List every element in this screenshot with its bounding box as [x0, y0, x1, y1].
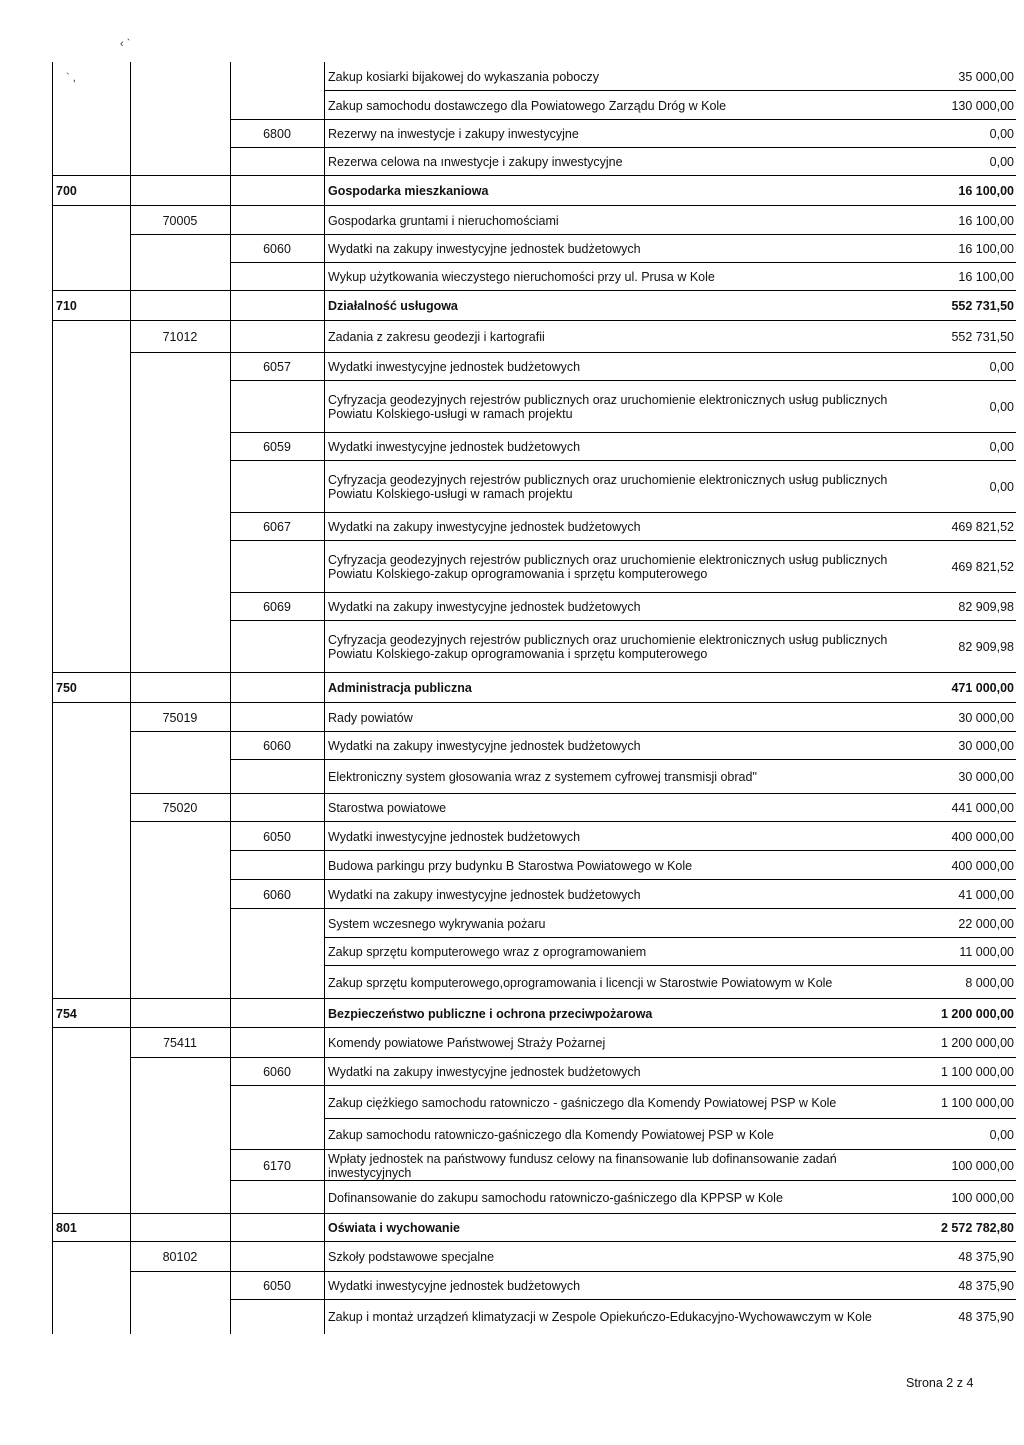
dzial-cell: [52, 822, 130, 851]
paragraf-cell: [230, 91, 324, 120]
dzial-cell: [52, 1272, 130, 1300]
amount-cell: 16 100,00: [958, 242, 1014, 256]
rozdzial-cell: [130, 966, 230, 999]
rozdzial-cell: [130, 732, 230, 760]
row-divider: [52, 320, 1016, 321]
table-row: [52, 999, 1016, 1028]
dzial-cell: 750: [56, 681, 77, 695]
table-row: [52, 1086, 1016, 1119]
row-divider: [230, 380, 1016, 381]
paragraf-cell: [230, 673, 324, 703]
table-row: [52, 851, 1016, 880]
dzial-cell: [52, 966, 130, 999]
row-divider: [230, 850, 1016, 851]
paragraf-cell: [230, 263, 324, 291]
description-cell: Cyfryzacja geodezyjnych rejestrów publicznych oraz uruchomienie elektronicznych usług publicznych Powiatu Kolskiego-usługi w ramach projektu: [328, 473, 888, 501]
description-cell: Wydatki na zakupy inwestycyjne jednostek budżetowych: [328, 242, 641, 256]
table-row: [52, 1214, 1016, 1242]
amount-cell: 471 000,00: [951, 681, 1014, 695]
dzial-cell: [52, 513, 130, 541]
column-divider: [324, 62, 325, 1334]
dzial-cell: [52, 909, 130, 938]
description-cell: Gospodarka mieszkaniowa: [328, 184, 489, 198]
table-row: [52, 62, 1016, 91]
description-cell: Zakup samochodu ratowniczo-gaśniczego dla Komendy Powiatowej PSP w Kole: [328, 1127, 774, 1142]
table-row: [52, 461, 1016, 513]
description-cell: Wydatki na zakupy inwestycyjne jednostek budżetowych: [328, 520, 641, 534]
corner-scan-mark: ` ,: [66, 72, 76, 84]
amount-cell: 0,00: [989, 155, 1014, 169]
description-cell: Cyfryzacja geodezyjnych rejestrów publicznych oraz uruchomienie elektronicznych usług publicznych Powiatu Kolskiego-usługi w ramach projektu: [328, 393, 888, 421]
paragraf-cell: 6050: [263, 829, 291, 844]
table-row: [52, 673, 1016, 703]
row-divider: [230, 1299, 1016, 1300]
description-cell: Wydatki na zakupy inwestycyjne jednostek budżetowych: [328, 1065, 641, 1079]
amount-cell: 0,00: [989, 400, 1014, 414]
paragraf-cell: 6060: [263, 887, 291, 902]
paragraf-cell: [230, 541, 324, 593]
dzial-cell: 801: [56, 1221, 77, 1235]
dzial-cell: [52, 62, 130, 91]
description-cell: Rady powiatów: [328, 710, 413, 725]
paragraf-cell: [230, 1028, 324, 1058]
row-divider: [52, 702, 1016, 703]
rozdzial-cell: [130, 291, 230, 321]
rozdzial-cell: [130, 909, 230, 938]
description-cell: Wydatki inwestycyjne jednostek budżetowych: [328, 1279, 581, 1293]
row-divider: [324, 965, 1016, 966]
description-cell: Wydatki na zakupy inwestycyjne jednostek budżetowych: [328, 600, 641, 614]
amount-cell: 48 375,90: [958, 1279, 1014, 1293]
rozdzial-cell: [130, 1058, 230, 1086]
rozdzial-cell: [130, 1272, 230, 1300]
paragraf-cell: [230, 703, 324, 732]
paragraf-cell: [230, 938, 324, 966]
row-divider: [52, 998, 1016, 999]
rozdzial-cell: [130, 822, 230, 851]
dzial-cell: [52, 1058, 130, 1086]
paragraf-cell: [230, 148, 324, 176]
table-row: [52, 176, 1016, 206]
row-divider: [230, 147, 1016, 148]
dzial-cell: [52, 794, 130, 822]
rozdzial-cell: 75411: [163, 1036, 197, 1050]
description-cell: Wydatki inwestycyjne jednostek budżetowych: [328, 360, 581, 374]
scan-artifact-mark: ‹ `: [120, 38, 131, 50]
column-divider: [52, 62, 53, 1334]
row-divider: [130, 234, 1016, 235]
row-divider: [230, 262, 1016, 263]
row-divider: [130, 731, 1016, 732]
dzial-cell: [52, 1300, 130, 1334]
description-cell: Rezerwy na inwestycje i zakupy inwestycyjne: [328, 127, 579, 141]
paragraf-cell: [230, 851, 324, 880]
amount-cell: 400 000,00: [951, 858, 1014, 873]
paragraf-cell: 6069: [263, 600, 291, 614]
rozdzial-cell: [130, 120, 230, 148]
rozdzial-cell: 75020: [162, 801, 198, 815]
rozdzial-cell: [130, 760, 230, 794]
table-row: [52, 1272, 1016, 1300]
table-row: [52, 880, 1016, 909]
amount-cell: 11 000,00: [959, 945, 1014, 959]
rozdzial-cell: [130, 176, 230, 206]
table-row: [52, 938, 1016, 966]
description-cell: Oświata i wychowanie: [328, 1221, 460, 1235]
budget-table: [52, 62, 1016, 1334]
description-cell: Administracja publiczna: [328, 681, 472, 695]
paragraf-cell: 6170: [263, 1158, 291, 1173]
paragraf-cell: 6800: [263, 127, 291, 141]
amount-cell: 0,00: [989, 127, 1014, 141]
dzial-cell: [52, 760, 130, 794]
dzial-cell: [52, 1181, 130, 1214]
row-divider: [230, 1149, 1016, 1150]
description-cell: Elektroniczny system głosowania wraz z systemem cyfrowej transmisji obrad": [328, 770, 757, 784]
dzial-cell: [52, 461, 130, 513]
paragraf-cell: 6057: [263, 360, 291, 374]
rozdzial-cell: [130, 593, 230, 621]
amount-cell: 30 000,00: [958, 770, 1014, 784]
rozdzial-cell: [130, 938, 230, 966]
paragraf-cell: 6060: [263, 1065, 291, 1079]
dzial-cell: [52, 381, 130, 433]
table-row: [52, 353, 1016, 381]
table-row: [52, 621, 1016, 673]
table-row: [52, 1181, 1016, 1214]
amount-cell: 35 000,00: [958, 69, 1014, 84]
row-divider: [230, 1180, 1016, 1181]
dzial-cell: [52, 433, 130, 461]
table-row: [52, 291, 1016, 321]
dzial-cell: [52, 938, 130, 966]
rozdzial-cell: [130, 1181, 230, 1214]
row-divider: [130, 352, 1016, 353]
description-cell: Wydatki na zakupy inwestycyjne jednostek budżetowych: [328, 887, 641, 902]
paragraf-cell: [230, 621, 324, 673]
dzial-cell: [52, 235, 130, 263]
amount-cell: 552 731,50: [951, 299, 1014, 313]
column-divider: [130, 62, 131, 1334]
rozdzial-cell: [130, 1086, 230, 1119]
row-divider: [230, 879, 1016, 880]
paragraf-cell: 6067: [263, 520, 291, 534]
amount-cell: 552 731,50: [951, 330, 1014, 344]
rozdzial-cell: [130, 353, 230, 381]
description-cell: Cyfryzacja geodezyjnych rejestrów publicznych oraz uruchomienie elektronicznych usług publicznych Powiatu Kolskiego-zakup oprogramowania i sprzętu komputerowego: [328, 633, 888, 661]
description-cell: Wydatki na zakupy inwestycyjne jednostek budżetowych: [328, 739, 641, 753]
table-row: [52, 966, 1016, 999]
paragraf-cell: [230, 1119, 324, 1150]
dzial-cell: [52, 851, 130, 880]
amount-cell: 16 100,00: [958, 270, 1014, 284]
paragraf-cell: [230, 1214, 324, 1242]
description-cell: Szkoły podstawowe specjalne: [328, 1250, 495, 1264]
paragraf-cell: [230, 291, 324, 321]
rozdzial-cell: [130, 541, 230, 593]
rozdzial-cell: [130, 433, 230, 461]
paragraf-cell: [230, 321, 324, 353]
table-row: [52, 1058, 1016, 1086]
table-row: [52, 1242, 1016, 1272]
rozdzial-cell: [130, 1214, 230, 1242]
dzial-cell: [52, 321, 130, 353]
row-divider: [52, 1027, 1016, 1028]
row-divider: [52, 290, 1016, 291]
description-cell: Zakup ciężkiego samochodu ratowniczo - gaśniczego dla Komendy Powiatowej PSP w Kole: [328, 1095, 837, 1110]
rozdzial-cell: [130, 235, 230, 263]
table-row: [52, 909, 1016, 938]
description-cell: Bezpieczeństwo publiczne i ochrona przeciwpożarowa: [328, 1006, 653, 1021]
amount-cell: 100 000,00: [951, 1158, 1014, 1173]
rozdzial-cell: 71012: [162, 330, 198, 344]
row-divider: [324, 937, 1016, 938]
amount-cell: 41 000,00: [958, 887, 1014, 902]
row-divider: [130, 1057, 1016, 1058]
description-cell: Zakup samochodu dostawczego dla Powiatowego Zarządu Dróg w Kole: [328, 98, 727, 113]
amount-cell: 22 000,00: [958, 916, 1014, 931]
rozdzial-cell: [130, 91, 230, 120]
description-cell: Budowa parkingu przy budynku B Starostwa Powiatowego w Kole: [328, 858, 693, 873]
paragraf-cell: [230, 966, 324, 999]
paragraf-cell: [230, 176, 324, 206]
row-divider: [230, 620, 1016, 621]
row-divider: [230, 759, 1016, 760]
table-row: [52, 1028, 1016, 1058]
dzial-cell: [52, 703, 130, 732]
rozdzial-cell: 75019: [162, 710, 198, 725]
paragraf-cell: 6050: [263, 1279, 291, 1293]
dzial-cell: 754: [56, 1006, 77, 1021]
row-divider: [230, 592, 1016, 593]
rozdzial-cell: [130, 880, 230, 909]
paragraf-cell: [230, 909, 324, 938]
row-divider: [230, 460, 1016, 461]
page-number: Strona 2 z 4: [906, 1376, 974, 1390]
description-cell: Zakup sprzętu komputerowego,oprogramowania i licencji w Starostwie Powiatowym w Kole: [328, 975, 833, 990]
paragraf-cell: [230, 1181, 324, 1214]
description-cell: Zakup i montaż urządzeń klimatyzacji w Zespole Opiekuńczo-Edukacyjno-Wychowawczym w Kole: [328, 1310, 872, 1324]
amount-cell: 30 000,00: [958, 739, 1014, 753]
dzial-cell: [52, 353, 130, 381]
amount-cell: 30 000,00: [958, 710, 1014, 725]
table-row: [52, 120, 1016, 148]
table-row: [52, 1150, 1016, 1181]
rozdzial-cell: [130, 148, 230, 176]
dzial-cell: [52, 1086, 130, 1119]
row-divider: [52, 1241, 1016, 1242]
dzial-cell: 710: [56, 299, 77, 313]
paragraf-cell: [230, 206, 324, 235]
description-cell: Wykup użytkowania wieczystego nieruchomości przy ul. Prusa w Kole: [328, 270, 715, 284]
table-row: [52, 822, 1016, 851]
description-cell: Rezerwa celowa na ınwestycje i zakupy inwestycyjne: [328, 155, 623, 169]
paragraf-cell: [230, 1242, 324, 1272]
dzial-cell: [52, 732, 130, 760]
description-cell: Wydatki inwestycyjne jednostek budżetowych: [328, 440, 581, 454]
table-row: [52, 321, 1016, 353]
paragraf-cell: 6060: [263, 739, 291, 753]
paragraf-cell: [230, 461, 324, 513]
rozdzial-cell: [130, 513, 230, 541]
amount-cell: 8 000,00: [965, 975, 1014, 990]
amount-cell: 1 200 000,00: [941, 1006, 1014, 1021]
amount-cell: 0,00: [989, 480, 1014, 494]
rozdzial-cell: 80102: [162, 1250, 198, 1264]
description-cell: Dofinansowanie do zakupu samochodu ratowniczo-gaśniczego dla KPPSP w Kole: [328, 1190, 783, 1205]
table-row: [52, 433, 1016, 461]
table-row: [52, 148, 1016, 176]
table-row: [52, 206, 1016, 235]
amount-cell: 1 100 000,00: [941, 1065, 1014, 1079]
column-divider: [230, 62, 231, 1334]
row-divider: [230, 540, 1016, 541]
table-row: [52, 732, 1016, 760]
row-divider: [324, 1118, 1016, 1119]
table-row: [52, 381, 1016, 433]
rozdzial-cell: [130, 1300, 230, 1334]
description-cell: Wydatki inwestycyjne jednostek budżetowych: [328, 829, 581, 844]
amount-cell: 0,00: [989, 1127, 1014, 1142]
amount-cell: 0,00: [989, 360, 1014, 374]
paragraf-cell: 6060: [263, 242, 291, 256]
row-divider: [52, 205, 1016, 206]
dzial-cell: [52, 593, 130, 621]
table-row: [52, 91, 1016, 120]
amount-cell: 82 909,98: [958, 600, 1014, 614]
amount-cell: 82 909,98: [958, 640, 1014, 654]
amount-cell: 48 375,90: [958, 1250, 1014, 1264]
amount-cell: 469 821,52: [951, 560, 1014, 574]
description-cell: Działalność usługowa: [328, 299, 458, 313]
description-cell: Gospodarka gruntami i nieruchomościami: [328, 213, 559, 228]
description-cell: Cyfryzacja geodezyjnych rejestrów publicznych oraz uruchomienie elektronicznych usług publicznych Powiatu Kolskiego-zakup oprogramowania i sprzętu komputerowego: [328, 553, 888, 581]
row-divider: [230, 908, 1016, 909]
amount-cell: 441 000,00: [951, 801, 1014, 815]
table-row: [52, 593, 1016, 621]
row-divider: [52, 175, 1016, 176]
rozdzial-cell: [130, 673, 230, 703]
dzial-cell: [52, 621, 130, 673]
table-row: [52, 513, 1016, 541]
amount-cell: 400 000,00: [951, 829, 1014, 844]
rozdzial-cell: [130, 62, 230, 91]
amount-cell: 0,00: [989, 440, 1014, 454]
dzial-cell: [52, 1028, 130, 1058]
table-row: [52, 263, 1016, 291]
row-divider: [230, 512, 1016, 513]
table-row: [52, 794, 1016, 822]
table-row: [52, 1300, 1016, 1334]
rozdzial-cell: [130, 1150, 230, 1181]
rozdzial-cell: [130, 999, 230, 1028]
row-divider: [230, 1085, 1016, 1086]
dzial-cell: [52, 1242, 130, 1272]
description-cell: Zakup sprzętu komputerowego wraz z oprogramowaniem: [328, 945, 647, 959]
dzial-cell: [52, 120, 130, 148]
row-divider: [230, 432, 1016, 433]
amount-cell: 16 100,00: [958, 184, 1014, 198]
amount-cell: 2 572 782,80: [941, 1221, 1014, 1235]
description-cell: System wczesnego wykrywania pożaru: [328, 916, 546, 931]
rozdzial-cell: [130, 621, 230, 673]
rozdzial-cell: 70005: [162, 213, 198, 228]
amount-cell: 130 000,00: [951, 98, 1014, 113]
rozdzial-cell: [130, 381, 230, 433]
description-cell: Starostwa powiatowe: [328, 801, 447, 815]
paragraf-cell: [230, 999, 324, 1028]
table-row: [52, 703, 1016, 732]
dzial-cell: [52, 148, 130, 176]
amount-cell: 1 100 000,00: [941, 1095, 1014, 1110]
row-divider: [130, 1271, 1016, 1272]
table-row: [52, 235, 1016, 263]
dzial-cell: [52, 91, 130, 120]
row-divider: [230, 119, 1016, 120]
table-row: [52, 541, 1016, 593]
dzial-cell: [52, 541, 130, 593]
row-divider: [324, 90, 1016, 91]
dzial-cell: [52, 1119, 130, 1150]
rozdzial-cell: [130, 263, 230, 291]
amount-cell: 100 000,00: [951, 1190, 1014, 1205]
dzial-cell: [52, 206, 130, 235]
paragraf-cell: [230, 1300, 324, 1334]
description-cell: Zadania z zakresu geodezji i kartografii: [328, 330, 545, 344]
table-row: [52, 760, 1016, 794]
description-cell: Wpłaty jednostek na państwowy fundusz celowy na finansowanie lub dofinansowanie zadań inwestycyjnych: [328, 1151, 837, 1180]
amount-cell: 1 200 000,00: [941, 1036, 1014, 1050]
rozdzial-cell: [130, 1119, 230, 1150]
amount-cell: 469 821,52: [951, 520, 1014, 534]
row-divider: [52, 1213, 1016, 1214]
amount-cell: 48 375,90: [958, 1310, 1014, 1324]
dzial-cell: [52, 880, 130, 909]
paragraf-cell: [230, 794, 324, 822]
dzial-cell: 700: [56, 184, 77, 198]
paragraf-cell: [230, 760, 324, 794]
paragraf-cell: [230, 62, 324, 91]
table-row: [52, 1119, 1016, 1150]
dzial-cell: [52, 1150, 130, 1181]
row-divider: [130, 793, 1016, 794]
paragraf-cell: [230, 381, 324, 433]
dzial-cell: [52, 263, 130, 291]
description-cell: Zakup kosiarki bijakowej do wykaszania poboczy: [328, 69, 599, 84]
rozdzial-cell: [130, 851, 230, 880]
rozdzial-cell: [130, 461, 230, 513]
paragraf-cell: 6059: [263, 440, 291, 454]
row-divider: [130, 821, 1016, 822]
amount-cell: 16 100,00: [958, 213, 1014, 228]
row-divider: [52, 672, 1016, 673]
paragraf-cell: [230, 1086, 324, 1119]
description-cell: Komendy powiatowe Państwowej Straży Pożarnej: [328, 1036, 606, 1050]
